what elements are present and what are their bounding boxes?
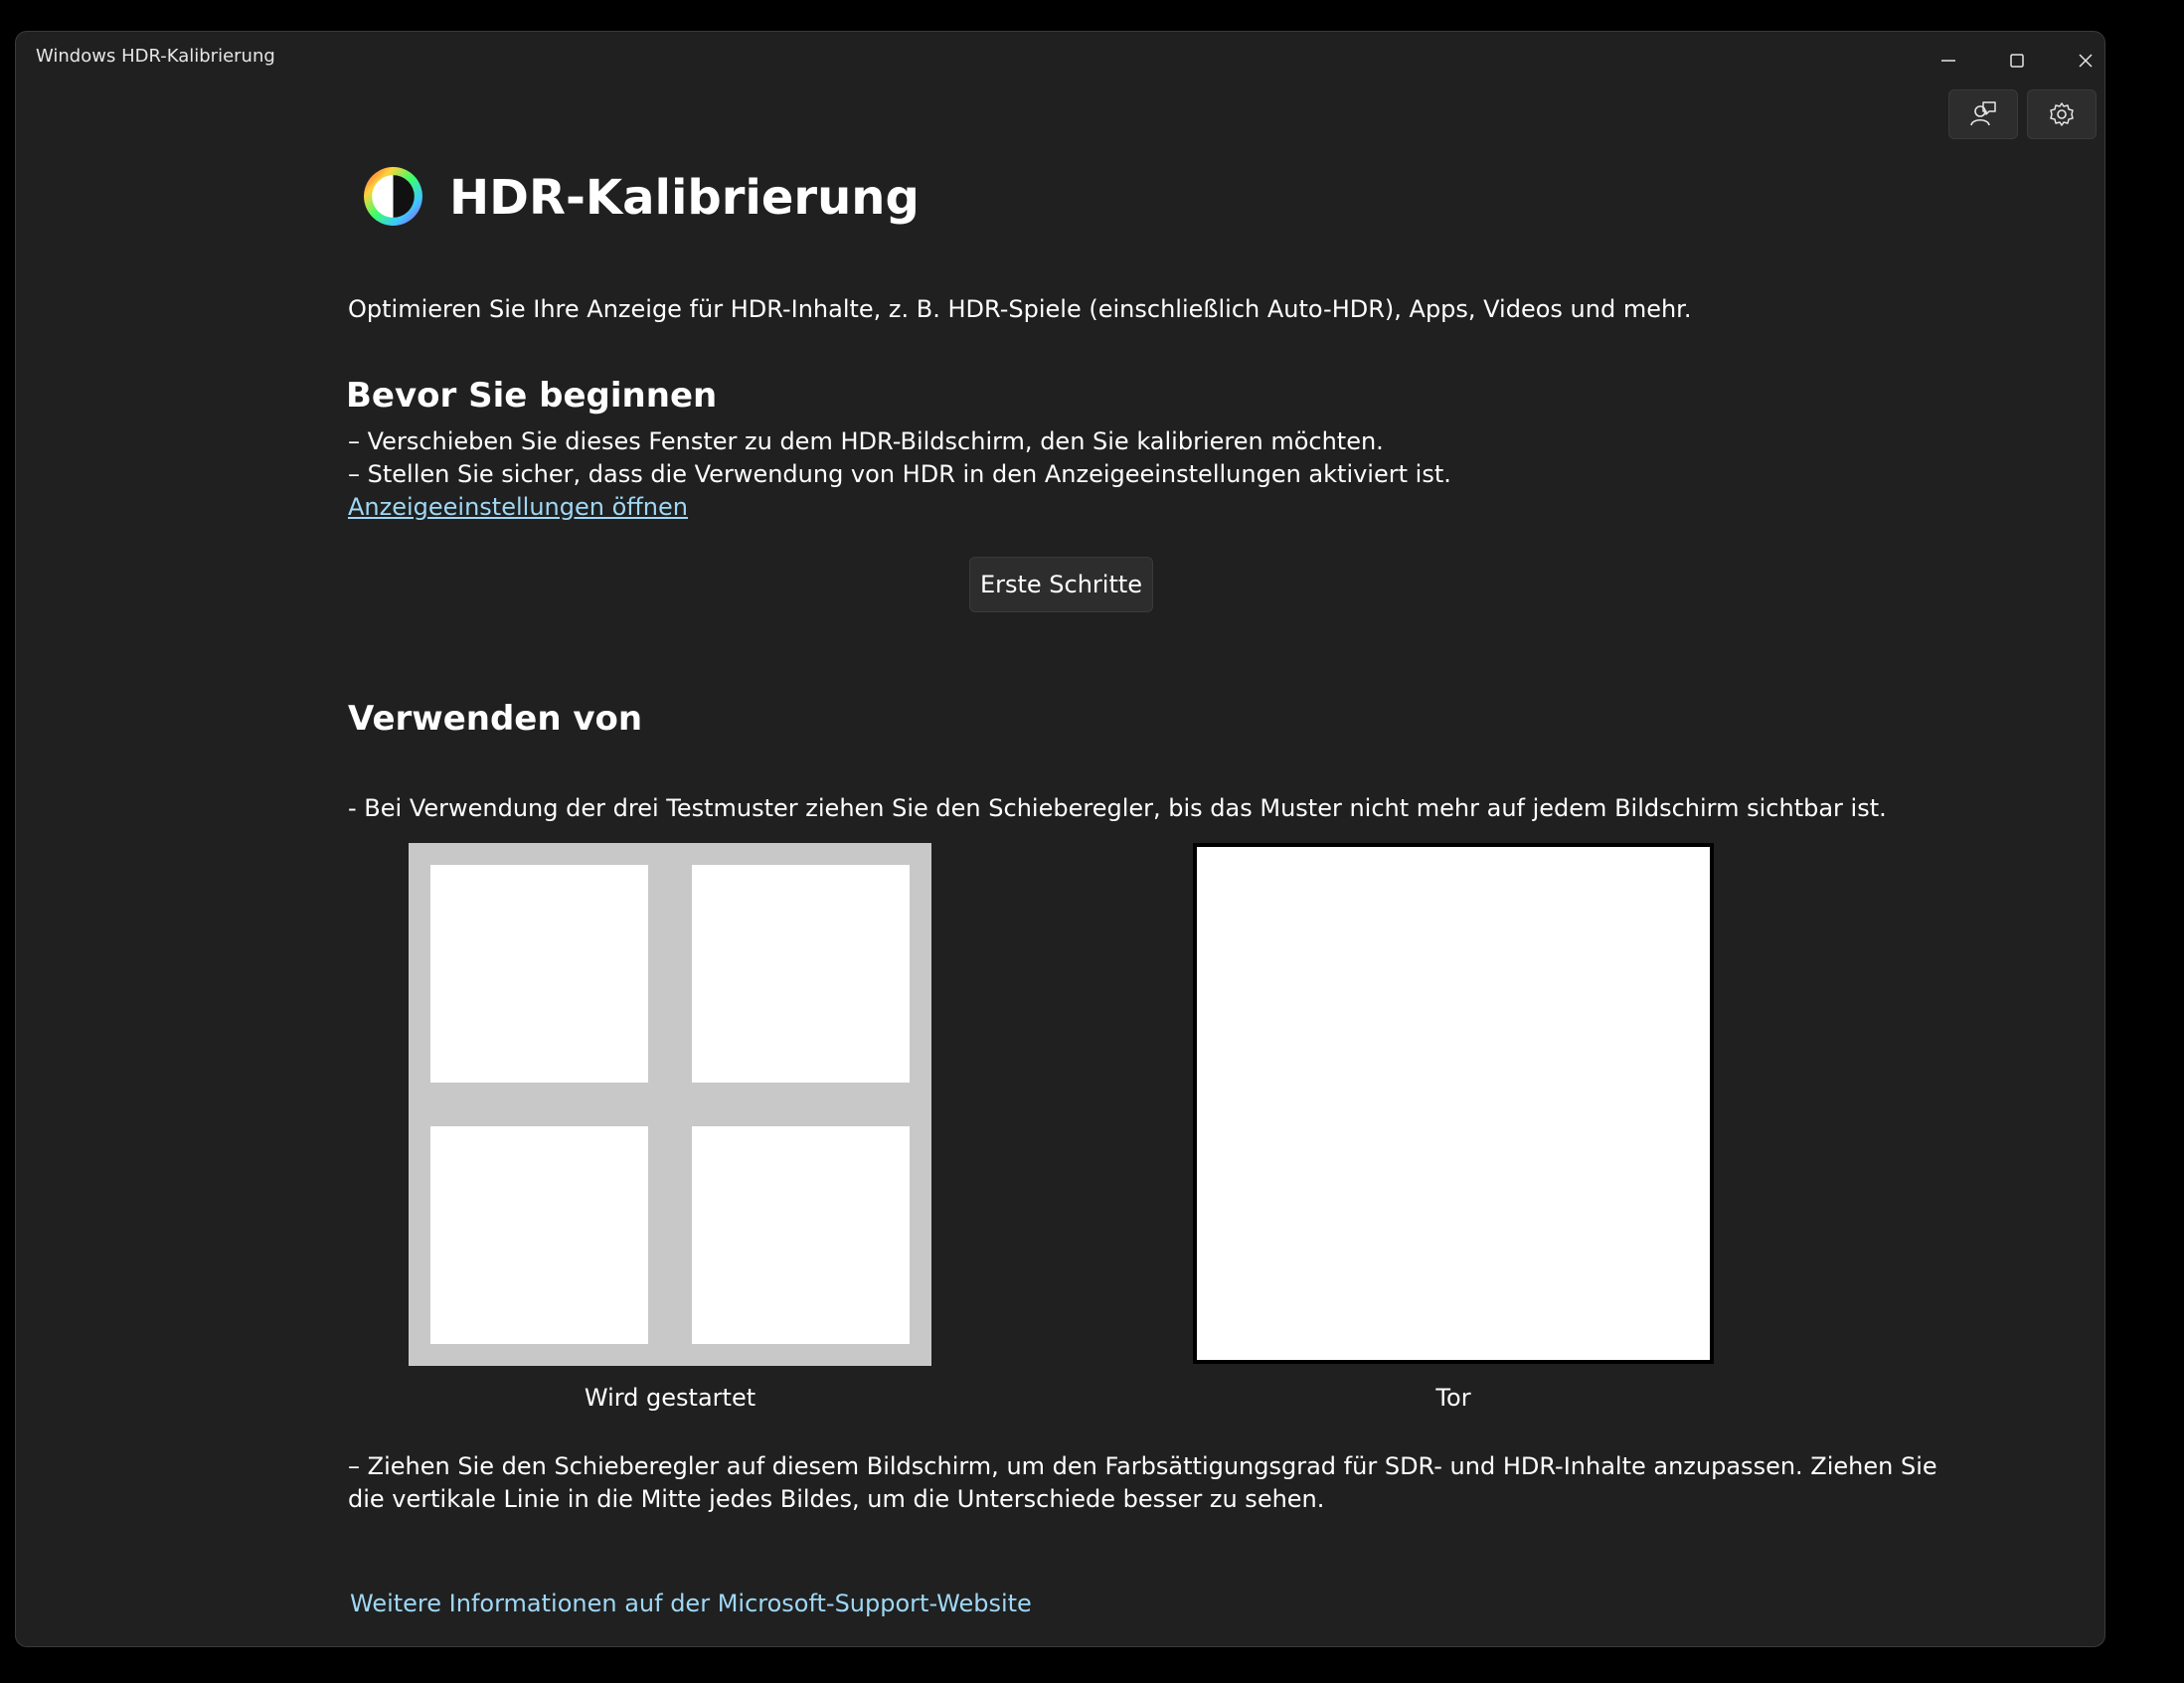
- test-pattern-start: [409, 843, 931, 1366]
- pattern-square: [692, 1126, 910, 1344]
- page-title: HDR-Kalibrierung: [449, 170, 920, 226]
- display-settings-link[interactable]: Anzeigeeinstellungen öffnen: [348, 493, 688, 521]
- usage-instruction: - Bei Verwendung der drei Testmuster ziehen Sie den Schieberegler, bis das Muster nicht mehr auf jedem Bildschirm sichtbar ist.: [348, 794, 1887, 822]
- feedback-icon: [1968, 99, 1998, 129]
- app-window: [15, 31, 2105, 1647]
- slider-instruction-line-1: – Ziehen Sie den Schieberegler auf diesem Bildschirm, um den Farbsättigungsgrad für SDR- und HDR-Inhalte anzupassen. Ziehen Sie: [348, 1452, 1937, 1480]
- pattern-start-caption: Wird gestartet: [584, 1384, 756, 1412]
- close-button[interactable]: [2052, 36, 2105, 85]
- maximize-icon: [2008, 52, 2026, 70]
- maximize-button[interactable]: [1983, 36, 2051, 85]
- section-heading-usage: Verwenden von: [348, 699, 643, 739]
- pattern-square: [692, 865, 910, 1083]
- page-description: Optimieren Sie Ihre Anzeige für HDR-Inhalte, z. B. HDR-Spiele (einschließlich Auto-HDR), Apps, Videos und mehr.: [348, 295, 1692, 323]
- get-started-button[interactable]: Erste Schritte: [969, 557, 1153, 612]
- settings-button[interactable]: [2027, 89, 2097, 139]
- before-start-line-2: – Stellen Sie sicher, dass die Verwendung von HDR in den Anzeigeeinstellungen aktiviert ist.: [348, 460, 1451, 488]
- test-pattern-goal: [1193, 843, 1714, 1364]
- minimize-button[interactable]: [1915, 36, 1982, 85]
- pattern-goal-caption: Tor: [1435, 1384, 1471, 1412]
- minimize-icon: [1939, 52, 1957, 70]
- hdr-color-wheel-icon: [361, 164, 425, 229]
- support-website-link[interactable]: Weitere Informationen auf der Microsoft-Support-Website: [350, 1590, 1032, 1617]
- close-icon: [2077, 52, 2095, 70]
- feedback-button[interactable]: [1948, 89, 2018, 139]
- section-heading-before-start: Bevor Sie beginnen: [346, 376, 718, 416]
- pattern-square: [430, 1126, 648, 1344]
- window-title: Windows HDR-Kalibrierung: [36, 46, 275, 67]
- before-start-line-1: – Verschieben Sie dieses Fenster zu dem HDR-Bildschirm, den Sie kalibrieren möchten.: [348, 427, 1384, 455]
- slider-instruction-line-2: die vertikale Linie in die Mitte jedes Bildes, um die Unterschiede besser zu sehen.: [348, 1485, 1325, 1513]
- pattern-square: [430, 865, 648, 1083]
- gear-icon: [2047, 99, 2077, 129]
